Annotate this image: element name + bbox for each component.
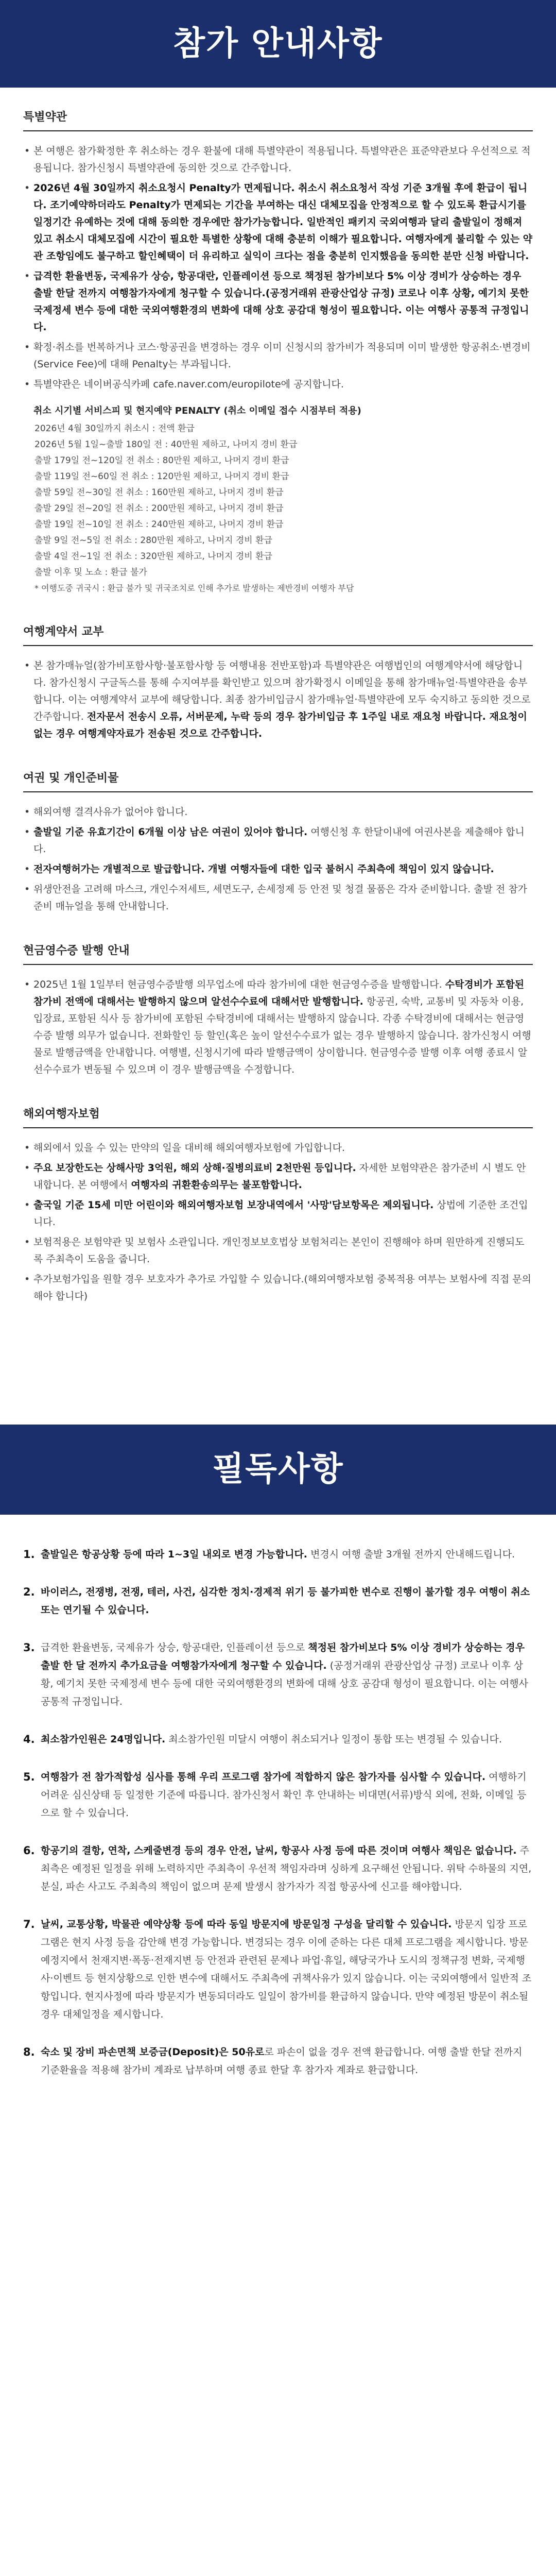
item-text: 2025년 1월 1일부터 현금영수증발행 의무업소에 따라 참가비에 대한 현금영수증을 발행합니다. (33, 979, 445, 990)
receipt-block (23, 942, 533, 1078)
item-bold: 출국일 기준 15세 미만 어린이와 해외여행자보험 보장내역에서 '사망'담보항목은 제외됩니다. (33, 1199, 434, 1211)
passport-list (23, 804, 533, 915)
banner-mid-title: 필독사항 (212, 1450, 344, 1488)
penalty-lines (33, 421, 533, 581)
item-bold: 바이러스, 전쟁병, 전쟁, 테러, 사건, 심각한 정치·경제적 위기 등 불가피한 변수로 진행이 불가할 경우 여행이 취소 또는 연기될 수 있습니다. (41, 1586, 530, 1616)
contract-delivery-list (23, 657, 533, 742)
item-text: 여행하기 어려운 심신상태 등 일정한 기준에 따릅니다. 참가신청서 확인 후 안내하는 비대면(서류)방식 외에, 전화, 이메일 등으로 할 수 있습니다. (41, 1771, 527, 1819)
item-body (41, 1639, 533, 1711)
contract-delivery-title: 여행계약서 교부 (23, 623, 533, 646)
item-text: 특별약관은 네이버공식카페 cafe.naver.com/europilote에 공지합니다. (33, 379, 344, 390)
item-number: 2. (23, 1586, 35, 1598)
item-bold: 숙소 및 장비 파손면책 보증금(Deposit)은 50유로 (41, 2046, 265, 2058)
item-bold: 출발일 기준 유효기간이 6개월 이상 남은 여권이 있어야 합니다. (33, 826, 308, 838)
item-number: 6. (23, 1844, 35, 1857)
must-read-item (23, 1731, 533, 1749)
item-number: 7. (23, 1918, 35, 1930)
item-body (41, 1731, 502, 1749)
item-text: 자세한 보험약관은 참가준비 시 별도 안내합니다. 본 여행에서 (33, 1162, 526, 1191)
penalty-line: 출발 179일 전~120일 전 취소 : 80만원 제하고, 나머지 경비 환급 (34, 455, 289, 466)
special-terms-list (23, 143, 533, 393)
item-bold: 책정된 참가비보다 5% 이상 경비가 상승하는 경우 출발 한 달 전까지 추가요금을 여행참가자에게 청구할 수 있습니다. (41, 1642, 525, 1671)
participation-info-section (0, 88, 556, 1347)
item-bold: 전자여행허가는 개별적으로 발급합니다. 개별 여행자들에 대한 입국 불허시 주최측에 책임이 있지 않습니다. (33, 863, 494, 875)
list-item (23, 976, 533, 1078)
item-text: 위생안전을 고려해 마스크, 개인수저세트, 세면도구, 손세정제 등 안전 및 청결 물품은 각자 준비합니다. 출발 전 참가준비 매뉴얼을 통해 안내합니다. (33, 884, 528, 912)
special-terms-title: 특별약관 (23, 108, 533, 131)
receipt-list (23, 976, 533, 1078)
list-item (23, 804, 533, 821)
banner-top-title: 참가 안내사항 (173, 25, 383, 63)
item-body (41, 1583, 533, 1619)
penalty-line: 출발 29일 전~20일 전 취소 : 200만원 제하고, 나머지 경비 환급 (34, 503, 284, 514)
list-item (23, 180, 533, 265)
item-text: 해외여행 결격사유가 없어야 합니다. (33, 806, 188, 818)
penalty-line: 출발 이후 및 노쇼 : 환급 불가 (34, 567, 147, 578)
list-item (23, 1234, 533, 1268)
item-bold: 2026년 4월 30일까지 취소요청시 Penalty가 면제됩니다. 취소시 취소요청서 작성 기준 3개월 후에 환급이 됩니다. 조기예약하더라도 Penalty가 면제되는 기간을 부여하는 대신 대체모집을 안정적으로 할 수 있도록 환급시기를 일정기간 유예하는 것에 대해 동의한 경우에만 참가가능합니다. 일반적인 패키지 국외여행과 달리 출발일이 정해져 있고 취소시 대체모집에 시간이 필요한 특별한 상황에 대해 충분히 이해가 필요합니다. 여행자에게 불리할 수 있는 약관 조항임에도 불구하고 할인혜택이 더 유리하고 실익이 크다는 점을 충분히 인지했음을 동의한 분만 신청 바랍니다. (33, 182, 533, 262)
insurance-list (23, 1140, 533, 1305)
penalty-note: * 여행도중 귀국시 : 환급 불가 및 귀국조치로 인해 추가로 발생하는 제반경비 여행자 부담 (34, 583, 354, 593)
banner-top (0, 0, 556, 88)
item-text: 최소참가인원 미달시 여행이 취소되거나 일정이 통합 또는 변경될 수 있습니다. (165, 1734, 502, 1745)
insurance-block (23, 1105, 533, 1305)
item-text: 주최측은 예정된 일정을 위해 노력하지만 주최측이 우선적 책임자라며 싱하게 요구해선 안됩니다. 위탁 수하물의 지연, 분실, 파손 사고도 주최측의 책임이 없으며 문제 발생시 참가자가 직접 항공사에 신고를 해야합니다. (41, 1845, 532, 1892)
list-item (23, 861, 533, 878)
list-item (23, 143, 533, 177)
item-text: 추가보험가입을 원할 경우 보호자가 추가로 가입할 수 있습니다.(해외여행자보험 중복적용 여부는 보험사에 직접 문의해야 합니다) (33, 1274, 531, 1302)
item-bold: 항공기의 결항, 연착, 스케줄변경 등의 경우 안전, 날씨, 항공사 사정 등에 따른 것이며 여행사 책임은 없습니다. (41, 1845, 517, 1856)
item-number: 8. (23, 2046, 35, 2058)
section-gap (0, 1347, 556, 1425)
item-bold: 수탁경비가 포함된 참가비 전액에 대해서는 발행하지 않으며 알선수수료에 대해서만 발행합니다. (33, 979, 525, 1007)
item-bold: 전자문서 전송시 오류, 서버문제, 누락 등의 경우 참가비입금 후 1주일 내로 재요청 바랍니다. 재요청이 없는 경우 여행계약자료가 전송된 것으로 간주합니다. (33, 711, 527, 739)
receipt-title: 현금영수증 발행 안내 (23, 942, 533, 965)
must-read-item (23, 1546, 533, 1564)
penalty-line: 출발 59일 전~30일 전 취소 : 160만원 제하고, 나머지 경비 환급 (34, 487, 284, 498)
insurance-title: 해외여행자보험 (23, 1105, 533, 1128)
item-bold: 주요 보장한도는 상해사망 3억원, 해외 상해·질병의료비 2천만원 등입니다. (33, 1162, 356, 1174)
item-text: 변경시 여행 출발 3개월 전까지 안내해드립니다. (307, 1549, 515, 1560)
list-item (23, 881, 533, 915)
item-body (41, 1546, 515, 1564)
item-bold: 급격한 환율변동, 국제유가 상승, 항공대란, 인플레이션 등으로 책정된 참가비보다 5% 이상 경비가 상승하는 경우 출발 한달 전까지 여행참가자에게 청구할 수 있습니다.(공정거래위 관광산업상 규정) 코로나 이후 상황, 예기치 못한 국제정세 변수 등에 대한 국외여행환경의 변화에 대해 상호 공감대 형성이 필요합니다. 이는 여행사 공통적 규정입니다. (33, 270, 529, 333)
must-read-item (23, 2043, 533, 2079)
list-item (23, 824, 533, 858)
penalty-table (23, 403, 533, 596)
item-text: 본 여행은 참가확정한 후 취소하는 경우 환불에 대해 특별약관이 적용됩니다. 특별약관은 표준약관보다 우선적으로 적용됩니다. 참가신청시 특별약관에 동의한 것으로 간주합니다. (33, 145, 531, 174)
item-bold: 여행자의 귀환환송의무는 불포함합니다. (131, 1179, 302, 1191)
item-text: 여행신청 후 한달이내에 여권사본을 제출해야 합니다. (33, 826, 525, 855)
item-bold: 여행참가 전 참가적합성 심사를 통해 우리 프로그램 참가에 적합하지 않은 참가자를 심사할 수 있습니다. (41, 1771, 486, 1783)
item-text: 본 참가매뉴얼(참가비포함사항·불포함사항 등 여행내용 전반포함)과 특별약관은 여행법인의 여행계약서에 해당합니다. 참가신청시 구글독스를 통해 수지여부를 확인받고 있으며 참가확정시 이메일을 통해 참가매뉴얼·특별약관을 송부합니다. 이는 여행계약서 교부에 해당합니다. 최종 참가비입금시 참가매뉴얼·특별약관에 모두 숙지하고 동의한 것으로 간주합니다. (33, 660, 531, 722)
list-item (23, 1197, 533, 1231)
item-text: 급격한 환율변동, 국제유가 상승, 항공대란, 인플레이션 등으로 (41, 1642, 308, 1653)
item-body (41, 1842, 533, 1896)
item-body (41, 1916, 533, 2024)
must-read-list (23, 1546, 533, 2079)
list-item (23, 1271, 533, 1305)
must-read-item (23, 1842, 533, 1896)
penalty-line: 출발 4일 전~1일 전 취소 : 320만원 제하고, 나머지 경비 환급 (34, 551, 272, 562)
list-item (23, 268, 533, 336)
item-body (41, 1768, 533, 1822)
item-text: 항공권, 숙박, 교통비 및 자동차 이용, 입장료, 포함된 식사 등 참가비에 포함된 수탁경비에 대해서는 발행하지 않습니다. 각종 수탁경비에 대해서는 현금영수증 발행 의무가 없습니다. 전화할인 등 할인(혹은 높이 알선수수료가 없는 경우 발행하지 않습니다. 참가신청시 여행물로 발행금액을 안내합니다. 여행별, 신청시기에 따라 발행금액이 상이합니다. 현금영수증 발행 이후 여행 종료시 알선수수료가 변동될 수 있으며 이 경우 발행금액을 수정합니다. (33, 996, 531, 1075)
penalty-line: 2026년 4월 30일까지 취소시 : 전액 환급 (34, 423, 195, 434)
must-read-item (23, 1916, 533, 2024)
item-number: 3. (23, 1641, 35, 1654)
contract-delivery-block (23, 623, 533, 742)
item-body (41, 2043, 533, 2079)
passport-block (23, 769, 533, 915)
list-item (23, 376, 533, 393)
must-read-item (23, 1583, 533, 1619)
penalty-line: 출발 19일 전~10일 전 취소 : 240만원 제하고, 나머지 경비 환급 (34, 519, 284, 530)
list-item (23, 1140, 533, 1157)
must-read-item (23, 1768, 533, 1822)
item-text: (공정거래위 관광산업상 규정) 코로나 이후 상황, 예기치 못한 국제정세 변수 등에 대한 국외여행환경의 변화에 대해 상호 공감대 형성이 필요합니다. 이는 여행사 공통적 규정입니다. (41, 1660, 528, 1707)
list-item (23, 657, 533, 742)
item-text: 확정·취소를 번복하거나 코스·항공권을 변경하는 경우 이미 신청시의 참가비가 적용되며 이미 발생한 항공취소·변경비(Service Fee)에 대해 Penalty는 부과됩니다. (33, 342, 531, 370)
item-bold: 최소참가인원은 24명입니다. (41, 1734, 166, 1745)
item-number: 4. (23, 1733, 35, 1745)
item-number: 1. (23, 1548, 35, 1561)
list-item (23, 339, 533, 373)
item-text: 상법에 기준한 조건입니다. (33, 1199, 528, 1228)
item-text: 해외에서 있을 수 있는 만약의 일을 대비해 해외여행자보험에 가입합니다. (33, 1142, 345, 1154)
penalty-line: 2026년 5월 1일~출발 180일 전 : 40만원 제하고, 나머지 경비 환급 (34, 439, 298, 450)
must-read-section (0, 1515, 556, 2079)
penalty-title: 취소 시기별 서비스피 및 현지예약 PENALTY (취소 이메일 접수 시점부터 적용) (33, 405, 361, 416)
list-item (23, 1160, 533, 1194)
item-text: 방문지 입장 프로그램은 현지 사정 등을 감안해 변경 가능합니다. 변경되는 경우 이에 준하는 다른 대체 프로그램을 제시합니다. 방문 예정지에서 천재지변·폭동·전재지변 등 안전과 관련된 문제나 파업·휴일, 해당국가나 도시의 정책규정 변화, 국제행사·이벤트 등 현지상황으로 인한 변수에 대해서도 주최측에 귀책사유가 있지 않습니다. 이는 국외여행에서 일반적 조항입니다. 현지사정에 따라 방문지가 변동되더라도 일일이 참가비를 환급하지 않습니다. 만약 예정된 방문이 취소될 경우 대체일정을 제시합니다. (41, 1919, 532, 2020)
banner-mid (0, 1425, 556, 1515)
item-text: 로 파손이 없을 경우 전액 환급합니다. 여행 출발 한달 전까지 기준환율을 적용해 참가비 계좌로 납부하며 여행 종료 한달 후 참가자 계좌로 환급합니다. (41, 2046, 523, 2076)
passport-title: 여권 및 개인준비물 (23, 769, 533, 792)
penalty-line: 출발 9일 전~5일 전 취소 : 280만원 제하고, 나머지 경비 환급 (34, 535, 272, 546)
penalty-line: 출발 119일 전~60일 전 취소 : 120만원 제하고, 나머지 경비 환급 (34, 471, 289, 482)
item-bold: 날씨, 교통상황, 박물관 예약상황 등에 따라 동일 방문지에 방문일정 구성을 달리할 수 있습니다. (41, 1919, 452, 1930)
must-read-item (23, 1639, 533, 1711)
item-bold: 출발일은 항공상황 등에 따라 1~3일 내외로 변경 가능합니다. (41, 1549, 308, 1560)
item-text: 보험적용은 보험약관 및 보험사 소관입니다. 개인정보보호법상 보험처리는 본인이 진행해야 하며 원만하게 진행되도록 주최측이 도움을 줍니다. (33, 1236, 525, 1265)
item-number: 5. (23, 1771, 35, 1783)
special-terms-block (23, 108, 533, 596)
